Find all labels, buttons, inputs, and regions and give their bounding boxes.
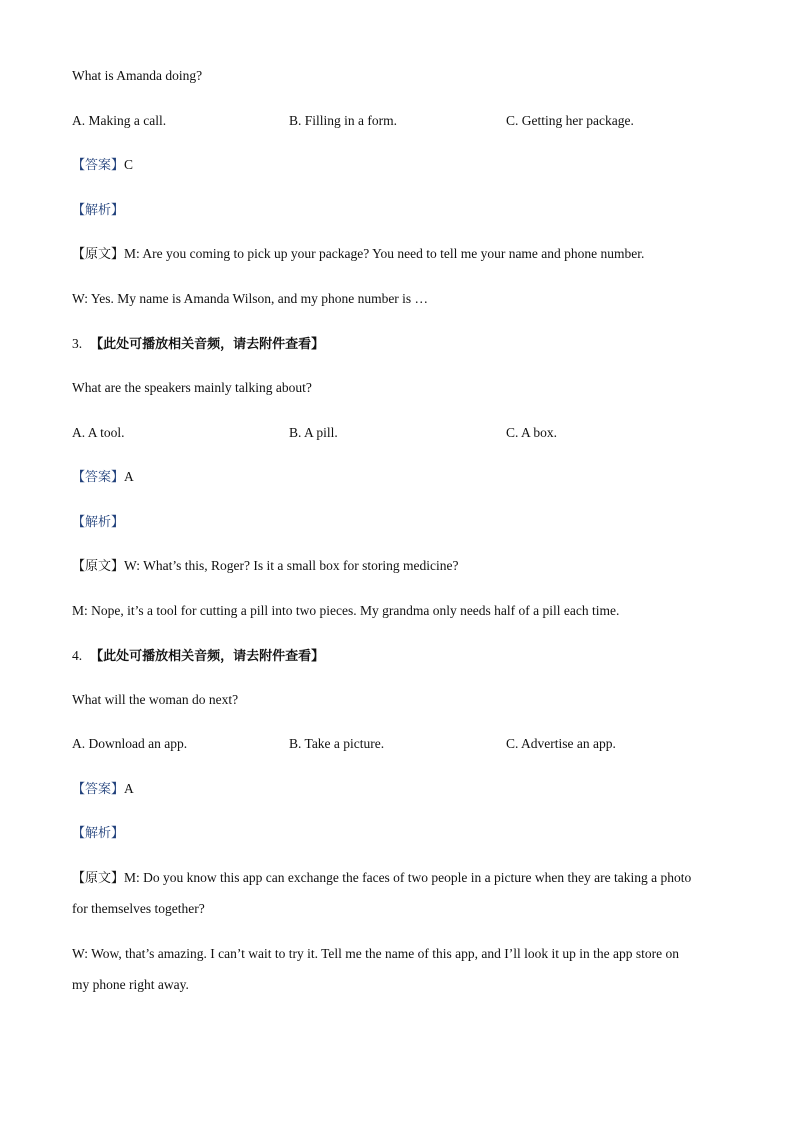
question-4-transcript-1b: for themselves together? [72, 901, 205, 916]
question-2-answer-line [72, 156, 133, 175]
question-2-analysis-tag [72, 201, 124, 220]
question-4-option-c: C. Advertise an app. [506, 736, 616, 751]
question-4-number: 4. [72, 648, 83, 663]
question-3-answer-line [72, 468, 134, 487]
question-2-transcript-1 [72, 245, 644, 264]
question-2-option-b: B. Filling in a form. [289, 113, 397, 128]
question-3-header [72, 335, 324, 354]
question-2-text: What is Amanda doing? [72, 68, 203, 83]
question-3-number: 3. [72, 336, 83, 351]
question-2-answer: C [124, 157, 134, 172]
analysis-tag: 【解析】 [72, 203, 125, 218]
transcript-tag: 【原文】 [72, 559, 125, 574]
question-4-option-b: B. Take a picture. [289, 736, 385, 751]
question-4-analysis-tag [72, 824, 124, 843]
question-3-option-a: A. A tool. [72, 425, 125, 440]
question-3-transcript-1 [72, 557, 458, 576]
question-3-audio-note: 【此处可播放相关音频，请去附件查看】 [90, 337, 325, 352]
transcript-text: W: What’s this, Roger? Is it a small box for storing medicine? [124, 558, 459, 573]
answer-tag: 【答案】 [72, 782, 125, 797]
answer-tag: 【答案】 [72, 158, 125, 173]
transcript-text: M: Are you coming to pick up your package? You need to tell me your name and phone number. [124, 246, 645, 261]
transcript-text: M: Do you know this app can exchange the faces of two people in a picture when they are taking a photo [124, 870, 692, 885]
question-2-option-c: C. Getting her package. [506, 113, 634, 128]
question-3-transcript-2: M: Nope, it’s a tool for cutting a pill into two pieces. My grandma only needs half of a pill each time. [72, 603, 620, 618]
question-3-analysis-tag [72, 513, 124, 532]
question-4-header [72, 647, 324, 666]
answer-tag: 【答案】 [72, 470, 125, 485]
analysis-tag: 【解析】 [72, 826, 125, 841]
question-3-option-b: B. A pill. [289, 425, 338, 440]
question-2-option-a: A. Making a call. [72, 113, 167, 128]
question-3-answer: A [124, 469, 134, 484]
question-4-option-a: A. Download an app. [72, 736, 188, 751]
transcript-tag: 【原文】 [72, 871, 125, 886]
analysis-tag: 【解析】 [72, 515, 125, 530]
question-3-text: What are the speakers mainly talking about? [72, 380, 312, 395]
question-4-answer-line [72, 780, 134, 799]
transcript-tag: 【原文】 [72, 247, 125, 262]
question-4-text: What will the woman do next? [72, 692, 239, 707]
question-4-audio-note: 【此处可播放相关音频，请去附件查看】 [90, 649, 325, 664]
question-4-transcript-2b: my phone right away. [72, 977, 189, 992]
question-2-transcript-2: W: Yes. My name is Amanda Wilson, and my phone number is … [72, 291, 429, 306]
question-4-transcript-1a [72, 869, 691, 888]
question-4-answer: A [124, 781, 134, 796]
question-4-transcript-2a: W: Wow, that’s amazing. I can’t wait to try it. Tell me the name of this app, and I’ll look it up in the app store on [72, 946, 679, 961]
question-3-option-c: C. A box. [506, 425, 558, 440]
